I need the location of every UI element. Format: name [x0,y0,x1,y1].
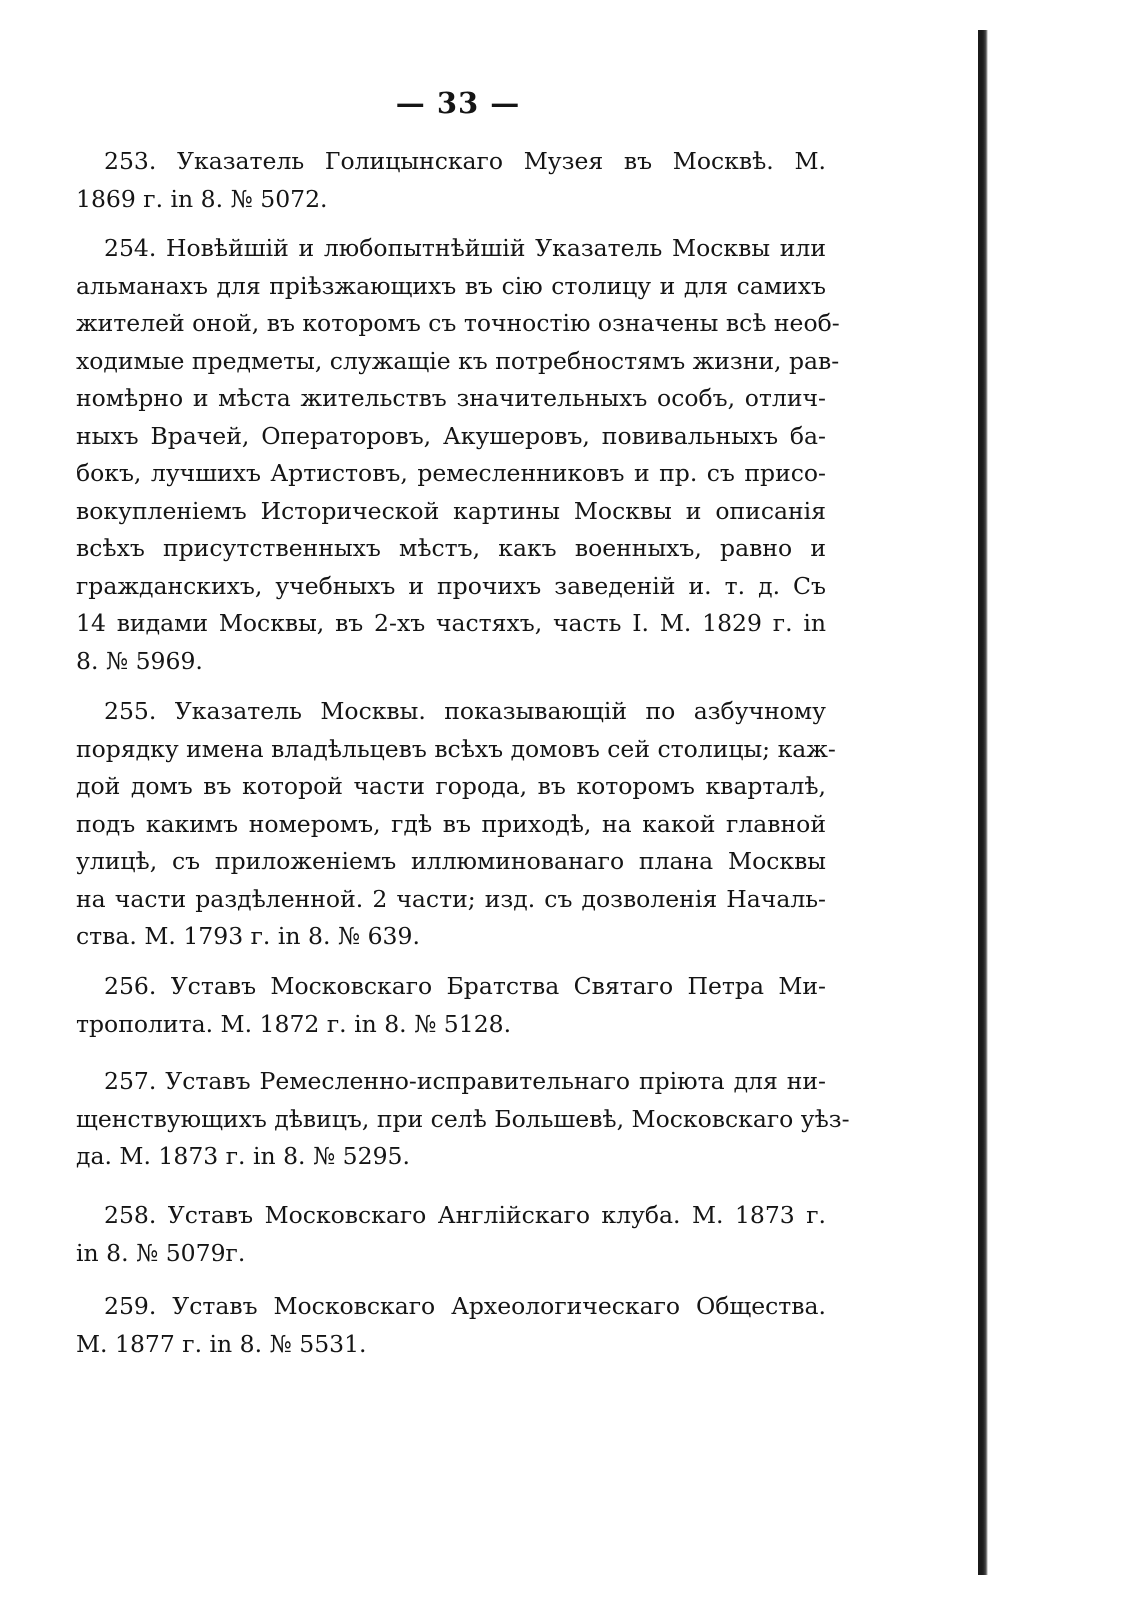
entry-line: подъ какимъ номеромъ, гдѣ въ приходѣ, на какой главной [76,809,826,838]
entry-line: щенствующихъ дѣвицъ, при селѣ Большевѣ, Московскаго уѣз- [76,1104,850,1133]
entry-line: да. М. 1873 г. in 8. № 5295. [76,1142,410,1170]
catalog-entry-257 [76,1063,850,1176]
entry-line: 255. Указатель Москвы. показывающій по азбучному [104,697,826,725]
entry-line: 254. Новѣйшій и любопытнѣйшій Указатель Москвы или [104,234,826,262]
page-edge-line [978,30,988,1575]
entry-line: альманахъ для пріѣзжающихъ въ сію столицу и для самихъ [76,271,826,300]
catalog-entry-258 [76,1197,826,1272]
entry-line: ныхъ Врачей, Операторовъ, Акушеровъ, повивальныхъ ба- [76,421,826,450]
entry-line: 258. Уставъ Московскаго Англійскаго клуба. М. 1873 г. [104,1201,826,1229]
entry-line: 14 видами Москвы, въ 2-хъ частяхъ, часть I. М. 1829 г. in [76,609,826,637]
entry-line: 8. № 5969. [76,646,203,675]
entry-line: номѣрно и мѣста жительствъ значительныхъ особъ, отлич- [76,384,826,412]
entry-line: 257. Уставъ Ремесленно-исправительнаго пріюта для ни- [104,1067,826,1095]
entry-line: вокупленіемъ Исторической картины Москвы и описанія [76,496,826,525]
entry-line: на части раздѣленной. 2 части; изд. съ дозволенія Началь- [76,884,826,913]
entry-line: бокъ, лучшихъ Артистовъ, ремесленниковъ и пр. съ присо- [76,459,826,487]
entry-line: гражданскихъ, учебныхъ и прочихъ заведеній и. т. д. Съ [76,571,826,600]
entry-line: дой домъ въ которой части города, въ которомъ кварталѣ, [76,772,826,800]
catalog-entry-255 [76,693,836,956]
entry-line: порядку имена владѣльцевъ всѣхъ домовъ сей столицы; каж- [76,734,836,763]
entry-line: ходимые предметы, служащіе къ потребностямъ жизни, рав- [76,346,840,375]
entry-line: М. 1877 г. in 8. № 5531. [76,1329,367,1358]
entry-line: трополита. М. 1872 г. in 8. № 5128. [76,1009,512,1038]
entry-line: 253. Указатель Голицынскаго Музея въ Москвѣ. М. [104,147,826,175]
entry-line: 256. Уставъ Московскаго Братства Святаго Петра Ми- [104,972,826,1000]
catalog-entry-253 [76,143,826,218]
entry-line: ства. М. 1793 г. in 8. № 639. [76,922,420,950]
catalog-entry-256 [76,968,826,1043]
entry-line: улицѣ, съ приложеніемъ иллюминованаго плана Москвы [76,847,826,875]
entry-line: 1869 г. in 8. № 5072. [76,184,328,213]
catalog-entry-259 [76,1288,826,1363]
catalog-entry-254 [76,230,840,680]
page-number: — 33 — [395,86,521,120]
entry-line: жителей оной, въ которомъ съ точностію означены всѣ необ- [76,309,840,337]
entry-line: всѣхъ присутственныхъ мѣстъ, какъ военныхъ, равно и [76,534,826,562]
entry-line: 259. Уставъ Московскаго Археологическаго Общества. [104,1292,826,1320]
entry-line: in 8. № 5079г. [76,1238,246,1267]
